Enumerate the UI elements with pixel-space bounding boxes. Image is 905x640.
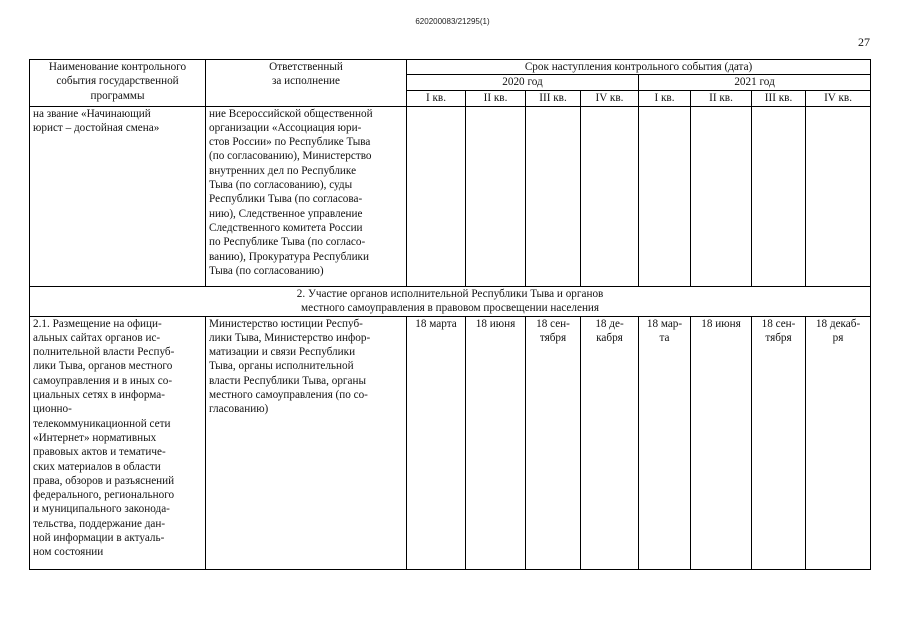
header-quarter: IV кв. xyxy=(581,90,639,106)
header-event-name: Наименование контрольного события государственной программы xyxy=(30,60,206,107)
page-number: 27 xyxy=(858,35,870,49)
header-quarter: III кв. xyxy=(526,90,581,106)
deadline-cell: 18 мар- та xyxy=(639,316,691,569)
deadline-cell: 18 сен- тября xyxy=(752,316,806,569)
header-quarter: II кв. xyxy=(466,90,526,106)
header-quarter: I кв. xyxy=(639,90,691,106)
deadline-cell: 18 июня xyxy=(691,316,752,569)
document-id: 620200083/21295(1) xyxy=(415,17,490,26)
deadline-cell: 18 июня xyxy=(466,316,526,569)
section-heading: 2. Участие органов исполнительной Республики Тыва и органов местного самоуправления в правовом просвещении населения xyxy=(30,286,871,316)
header-quarter: IV кв. xyxy=(806,90,871,106)
deadline-cell: 18 сен- тября xyxy=(526,316,581,569)
table-row xyxy=(30,316,871,569)
header-quarter: II кв. xyxy=(691,90,752,106)
deadline-cell: 18 де- кабря xyxy=(581,316,639,569)
header-responsible: Ответственный за исполнение xyxy=(206,60,407,107)
header-year-2021: 2021 год xyxy=(639,75,871,90)
deadline-cell: 18 марта xyxy=(407,316,466,569)
event-name-cell: 2.1. Размещение на офици- альных сайтах органов ис- полнительной власти Респуб- лики Тыва, органов местного самоуправления и в иных со- циальных сетях в информа- ционно- телекоммуникационной сети «Интернет» нормативных правовых актов и тематиче- ских материалов в области права, обзоров и разъяснений федерального, регионального и муниципального законода- тельства, поддержание дан- ной информации в актуаль- ном состоянии xyxy=(30,316,206,569)
header-deadline: Срок наступления контрольного события (дата) xyxy=(407,60,871,75)
event-name-cell: на звание «Начинающий юрист – достойная смена» xyxy=(30,106,206,286)
header-quarter: I кв. xyxy=(407,90,466,106)
header-year-2020: 2020 год xyxy=(407,75,639,90)
responsible-cell: Министерство юстиции Респуб- лики Тыва, Министерство инфор- матизации и связи Республики Тыва, органы исполнительной власти Республики Тыва, органы местного самоуправления (по со- гласованию) xyxy=(206,316,407,569)
header-quarter: III кв. xyxy=(752,90,806,106)
deadline-cell: 18 декаб- ря xyxy=(806,316,871,569)
table-row xyxy=(30,106,871,286)
control-events-table xyxy=(29,59,871,570)
responsible-cell: ние Всероссийской общественной организации «Ассоциация юри- стов России» по Республике Тыва (по согласованию), Министерство внутренних дел по Республике Тыва (по согласованию), суды Республики Тыва (по согласова- нию), Следственное управление Следственного комитета России по Республике Тыва (по согласо- ванию), Прокуратура Республики Тыва (по согласованию) xyxy=(206,106,407,286)
